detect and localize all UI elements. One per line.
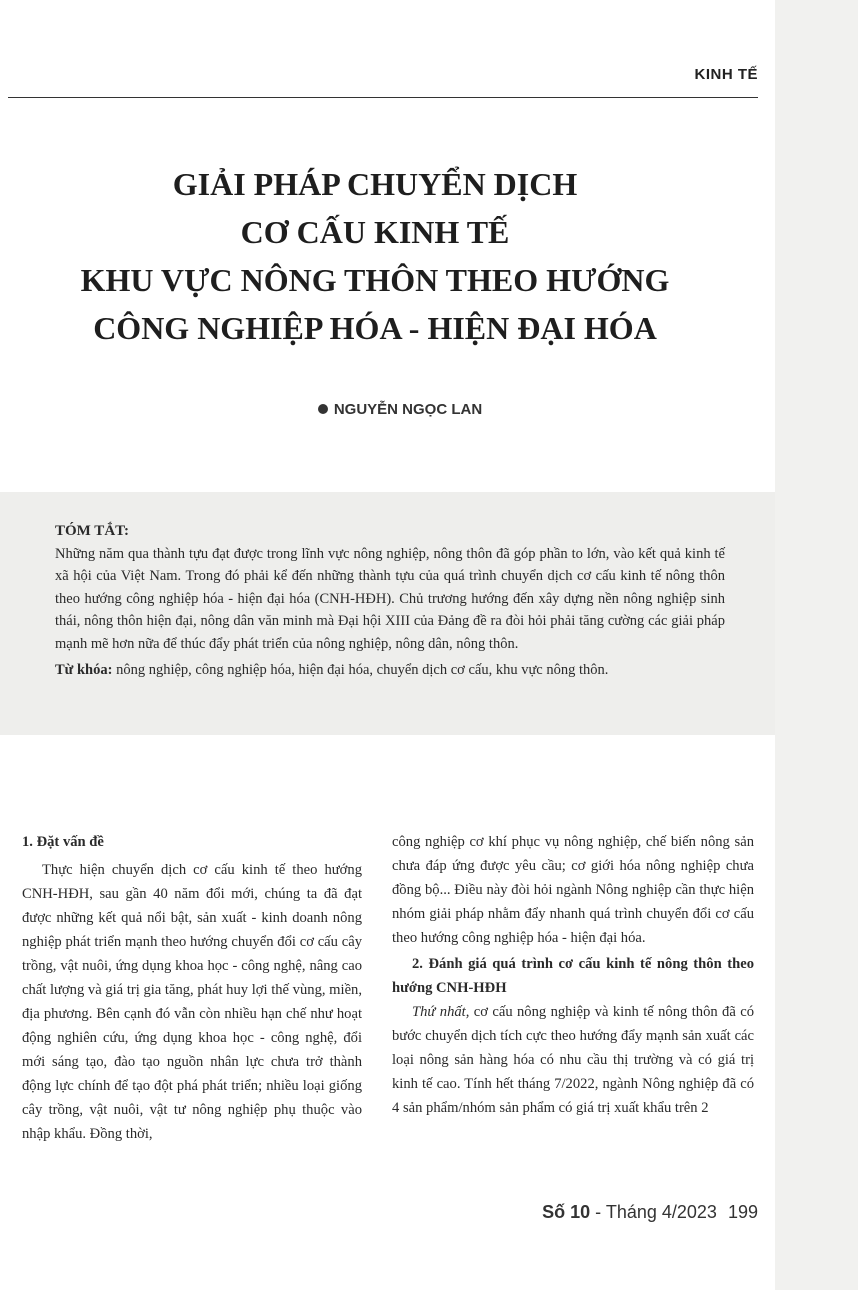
article-title [40, 160, 710, 352]
author-byline [250, 401, 550, 418]
page-footer [520, 1202, 758, 1223]
title-line: GIẢI PHÁP CHUYỂN DỊCH [172, 166, 578, 202]
issue-number: Số 10 [542, 1202, 591, 1222]
keywords-text: nông nghiệp, công nghiệp hóa, hiện đại hóa, chuyển dịch cơ cấu, khu vực nông thôn. [116, 662, 609, 678]
body-paragraph: Thực hiện chuyển dịch cơ cấu kinh tế theo hướng CNH-HĐH, sau gần 40 năm đổi mới, chúng ta đã đạt được những kết quả nổi bật, sản xuất - kinh doanh nông nghiệp phát triển mạnh theo hướng chuyển đổi cơ cấu cây trồng, vật nuôi, ứng dụng khoa học - công nghệ, nâng cao chất lượng và giá trị gia tăng, phát huy lợi thế vùng, miền, địa phương. Bên cạnh đó vẫn còn nhiều hạn chế như hoạt động nghiên cứu, ứng dụng khoa học - công nghệ, đổi mới sáng tạo, đào tạo nguồn nhân lực chưa trở thành động lực chính để tạo đột phá phát triển; nhiều loại giống cây trồng, vật nuôi, vật tư nông nghiệp phụ thuộc vào nhập khẩu. Đồng thời, [22, 862, 362, 1142]
abstract-heading: TÓM TẮT: [55, 523, 130, 539]
keywords-line [55, 659, 725, 682]
title-line: KHU VỰC NÔNG THÔN THEO HƯỚNG [80, 262, 670, 298]
section-heading: 2. Đánh giá quá trình cơ cấu kinh tế nông thôn theo hướng CNH-HĐH [392, 956, 754, 996]
abstract-content [55, 520, 725, 682]
paragraph-lead: Thứ nhất, [412, 1004, 470, 1020]
body-column-right [392, 830, 754, 1120]
body-paragraph: công nghiệp cơ khí phục vụ nông nghiệp, chế biến nông sản chưa đáp ứng được yêu cầu; cơ giới hóa nông nghiệp chưa đồng bộ... Điều này đòi hỏi ngành Nông nghiệp cần thực hiện nhóm giải pháp nhằm đẩy nhanh quá trình chuyển đổi cơ cấu theo hướng công nghiệp hóa - hiện đại hóa. [392, 834, 754, 946]
author-name: NGUYỄN NGỌC LAN [333, 401, 483, 418]
keywords-label: Từ khóa: [55, 662, 113, 678]
section-heading: 1. Đặt vấn đề [22, 834, 104, 850]
page-margin-strip [775, 0, 858, 1290]
body-paragraph [392, 1000, 754, 1120]
paragraph-text: cơ cấu nông nghiệp và kinh tế nông thôn đã có bước chuyển dịch tích cực theo hướng đẩy mạnh sản xuất các loại nông sản hàng hóa có nhu cầu thị trường và có giá trị kinh tế cao. Tính hết tháng 7/2022, ngành Nông nghiệp đã có 4 sản phẩm/nhóm sản phẩm có giá trị xuất khẩu trên 2 [392, 1004, 755, 1116]
body-column-left [2, 830, 362, 1146]
header-rule [8, 97, 758, 98]
issue-date: - Tháng 4/2023 [590, 1202, 717, 1222]
abstract-box [0, 492, 775, 735]
bullet-icon [318, 404, 328, 414]
section-tag: KINH TẾ [694, 66, 758, 83]
title-line: CÔNG NGHIỆP HÓA - HIỆN ĐẠI HÓA [93, 310, 657, 346]
title-line: CƠ CẤU KINH TẾ [240, 214, 510, 250]
page-number: 199 [727, 1202, 758, 1222]
abstract-text: Những năm qua thành tựu đạt được trong lĩnh vực nông nghiệp, nông thôn đã góp phần to lớn, vào kết quả kinh tế xã hội của Việt Nam. Trong đó phải kể đến những thành tựu của quá trình chuyển dịch cơ cấu kinh tế nông thôn theo hướng công nghiệp hóa - hiện đại hóa (CNH-HĐH). Chủ trương hướng đến xây dựng nền nông nghiệp sinh thái, nông thôn hiện đại, nông dân văn minh mà Đại hội XIII của Đảng đề ra đòi hỏi phải tăng cường các giải pháp mạnh mẽ hơn nữa để thúc đẩy phát triển của nông nghiệp, nông dân, nông thôn. [55, 545, 725, 652]
